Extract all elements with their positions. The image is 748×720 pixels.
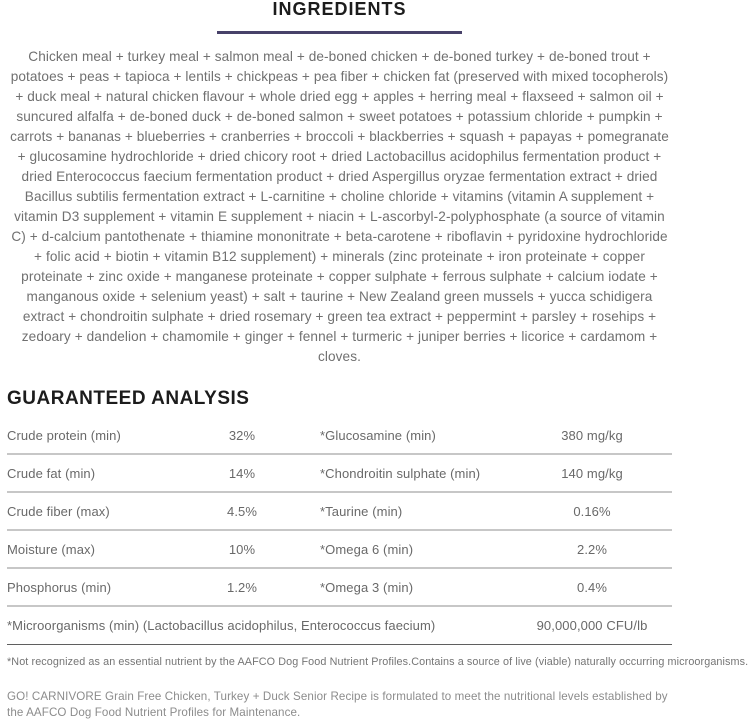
nutrient-label: *Omega 3 (min): [320, 579, 414, 595]
analysis-footnote: *Not recognized as an essential nutrient by the AAFCO Dog Food Nutrient Profiles.Contains a source of live (viable) naturally occurring microorganisms.: [7, 656, 748, 668]
nutrient-label: Moisture (max): [7, 541, 96, 557]
nutrient-label: *Microorganisms (min) (Lactobacillus acidophilus, Enterococcus faecium): [7, 618, 436, 633]
nutrient-value: 10%: [228, 541, 256, 557]
nutrient-label: *Omega 6 (min): [320, 541, 414, 557]
nutrient-label: *Glucosamine (min): [320, 427, 436, 443]
table-row: [7, 493, 672, 531]
nutrient-label: Crude protein (min): [7, 427, 121, 443]
nutrient-value: 380 mg/kg: [561, 427, 623, 443]
nutrient-label: *Taurine (min): [320, 503, 403, 519]
title-underline: [217, 31, 462, 34]
table-row: [7, 417, 672, 455]
nutrient-value: 14%: [228, 465, 256, 481]
nutrient-label: Crude fiber (max): [7, 503, 110, 519]
nutrient-value: 2.2%: [576, 541, 608, 557]
nutrient-value: 4.5%: [226, 503, 258, 519]
ingredients-paragraph: Chicken meal + turkey meal + salmon meal + de-boned chicken + de-boned turkey + de-boned trout + potatoes + peas + tapioca + lentils + chickpeas + pea fiber + chicken fat (preserved with mixed tocopherols) + duck meal + natural chicken flavour + whole dried egg + apples + herring meal + flaxseed + salmon oil + suncured alfalfa + de-boned duck + de-boned salmon + sweet potatoes + potassium chloride + pumpkin + carrots + bananas + blueberries + cranberries + broccoli + blackberries + squash + papayas + pomegranate + glucosamine hydrochloride + dried chicory root + dried Lactobacillus acidophilus fermentation product + dried Enterococcus faecium fermentation product + dried Aspergillus oryzae fermentation extract + dried Bacillus subtilis fermentation extract + L-carnitine + choline chloride + vitamins (vitamin A supplement + vitamin D3 supplement + vitamin E supplement + niacin + L-ascorbyl-2-polyphosphate (a source of vitamin C) + d-calcium pantothenate + thiamine mononitrate + beta-carotene + riboflavin + pyridoxine hydrochloride + folic acid + biotin + vitamin B12 supplement) + minerals (zinc proteinate + iron proteinate + copper proteinate + zinc oxide + manganese proteinate + copper sulphate + ferrous sulphate + calcium iodate + manganous oxide + selenium yeast) + salt + taurine + New Zealand green mussels + yucca schidigera extract + chondroitin sulphate + dried rosemary + green tea extract + peppermint + parsley + rosehips + zedoary + dandelion + chamomile + ginger + fennel + turmeric + juniper berries + licorice + cardamom + cloves.: [10, 49, 669, 364]
guaranteed-analysis-title: GUARANTEED ANALYSIS: [7, 388, 250, 409]
nutrient-value: 0.16%: [573, 503, 611, 519]
nutrient-value: 32%: [228, 427, 256, 443]
ingredients-title: INGREDIENTS: [272, 0, 407, 19]
aafco-statement: GO! CARNIVORE Grain Free Chicken, Turkey + Duck Senior Recipe is formulated to meet the nutritional levels established by the AAFCO Dog Food Nutrient Profiles for Maintenance.: [7, 690, 668, 719]
nutrient-value: 90,000,000 CFU/lb: [536, 618, 648, 633]
table-row: [7, 455, 672, 493]
nutrient-label: Crude fat (min): [7, 465, 96, 481]
table-row: [7, 569, 672, 607]
nutrient-value: 140 mg/kg: [561, 465, 623, 481]
table-row: [7, 531, 672, 569]
nutrient-value: 0.4%: [576, 579, 608, 595]
nutrient-value: 1.2%: [226, 579, 258, 595]
table-row-microorganisms: [7, 607, 672, 645]
nutrient-label: *Chondroitin sulphate (min): [320, 465, 481, 481]
nutrient-label: Phosphorus (min): [7, 579, 112, 595]
guaranteed-analysis-table: [7, 417, 672, 645]
